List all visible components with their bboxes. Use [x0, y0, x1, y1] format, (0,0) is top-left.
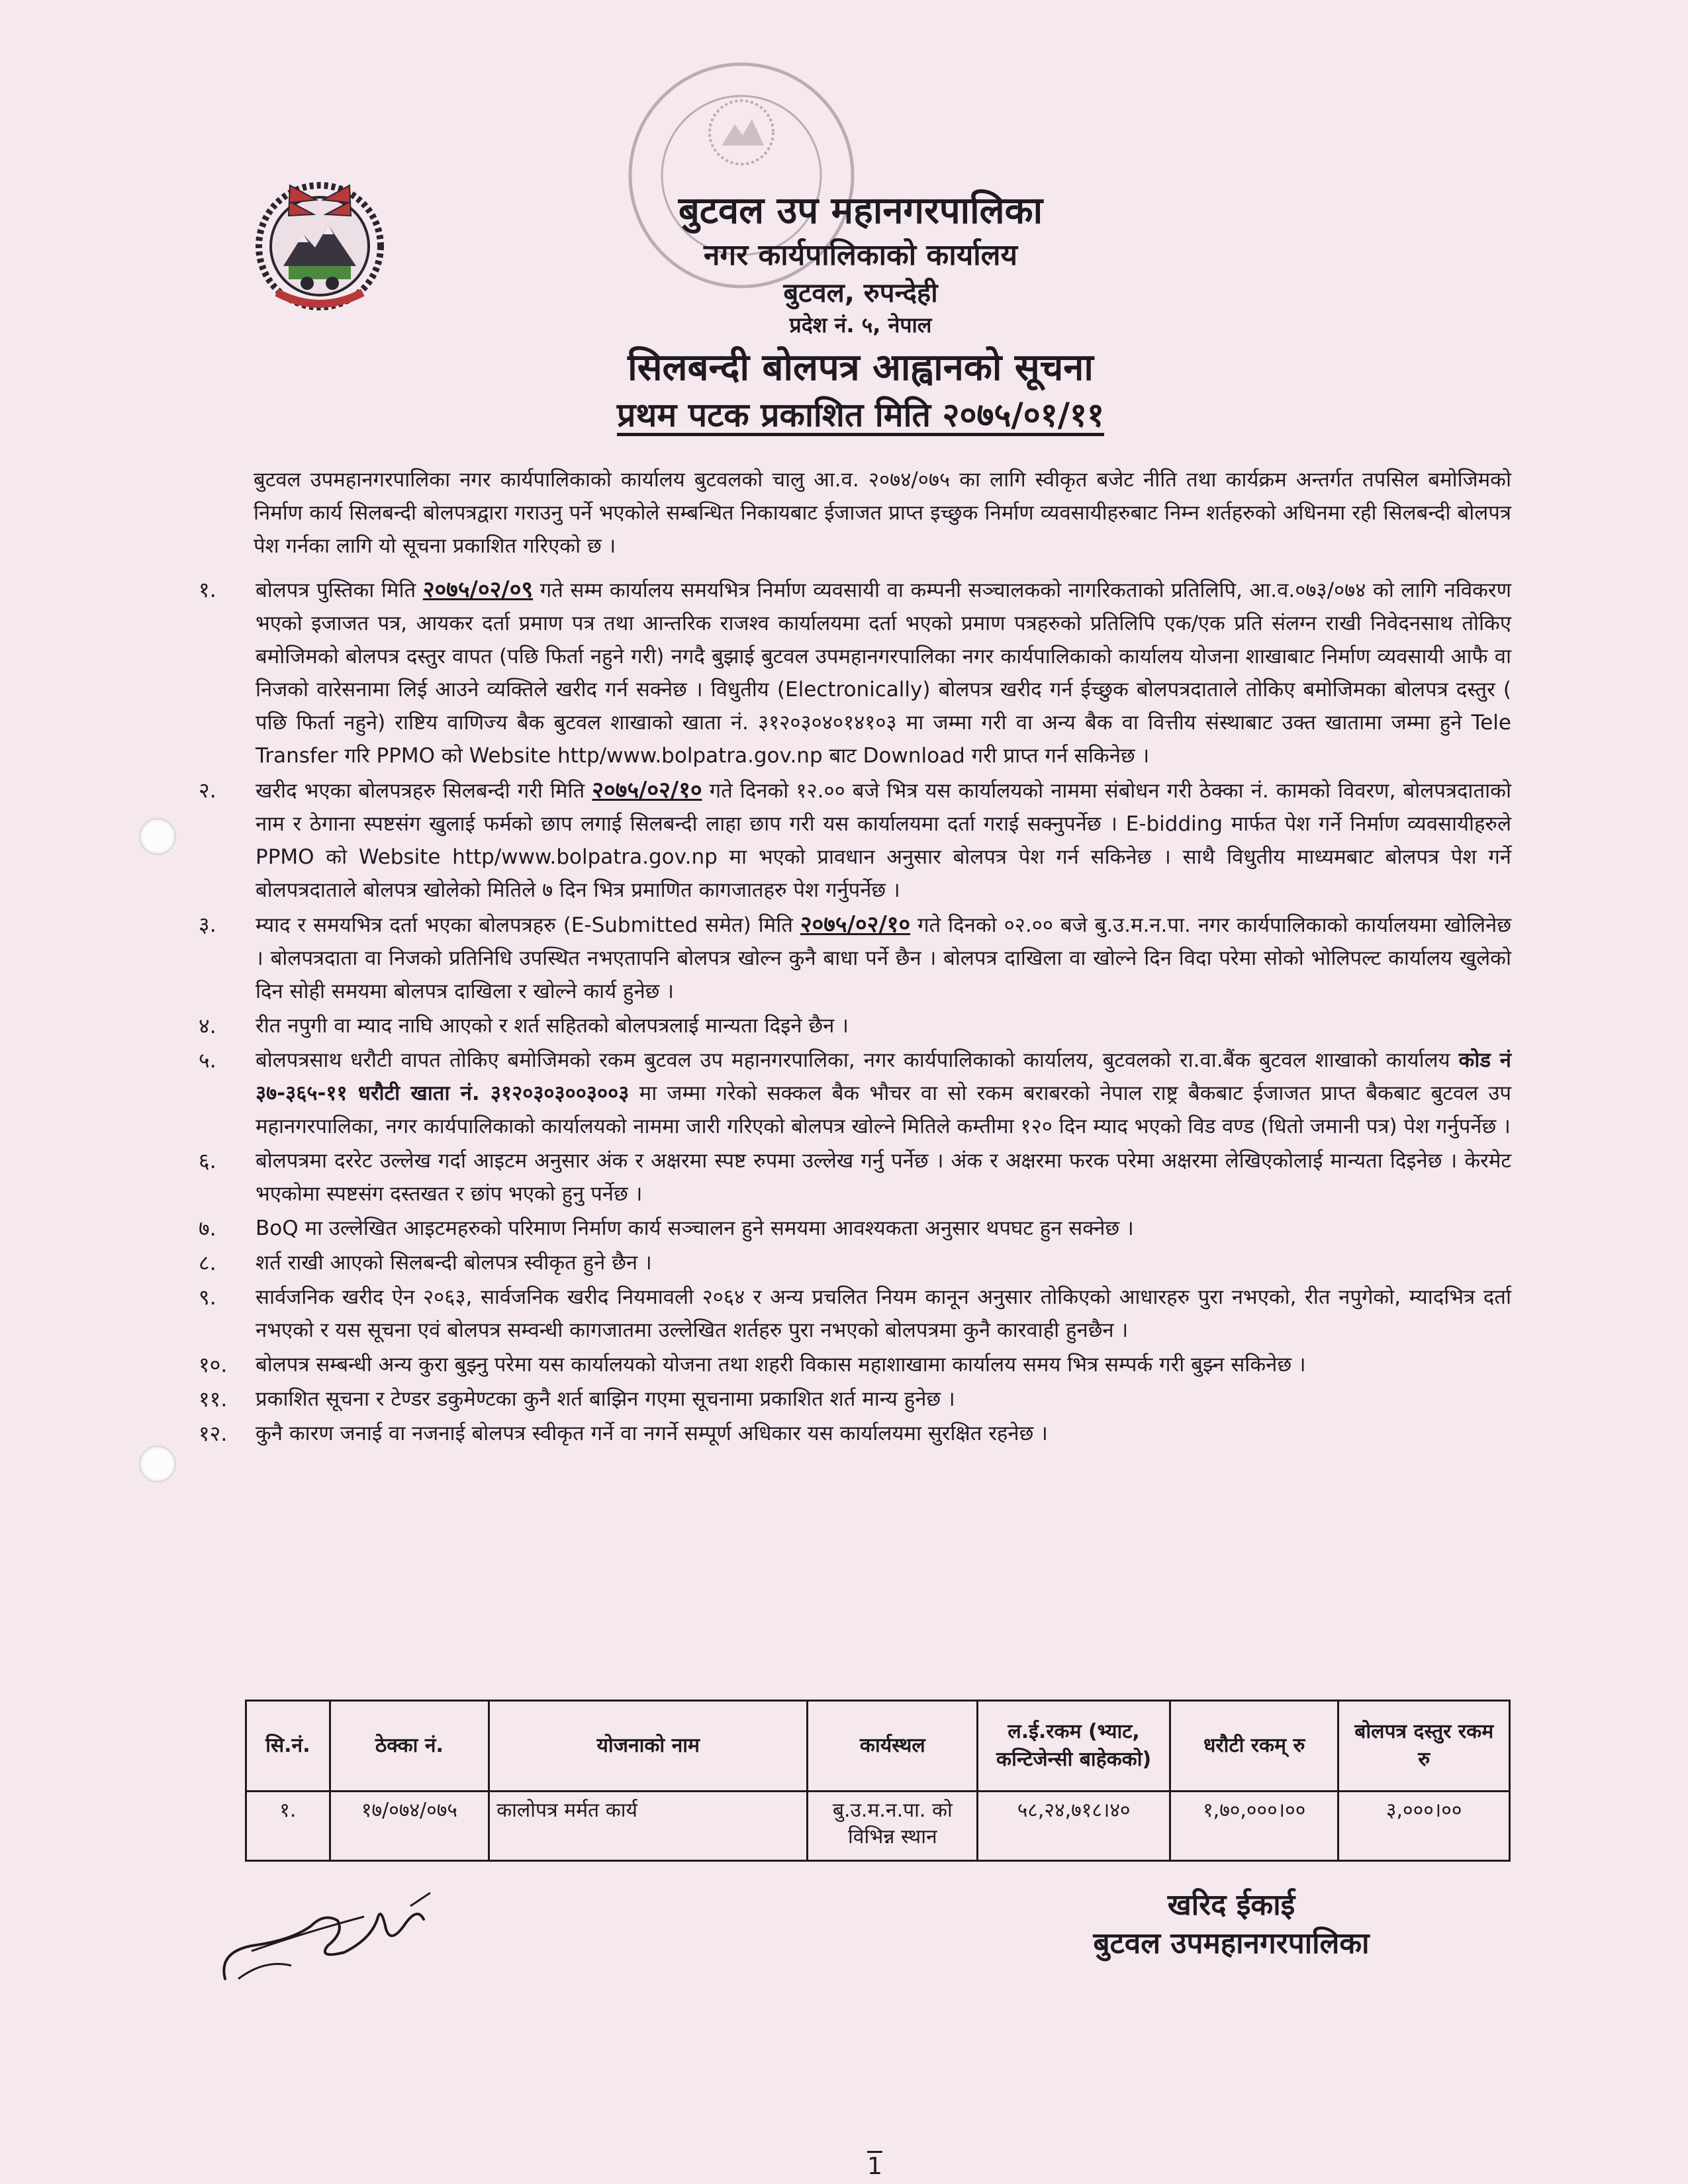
condition-text: BoQ मा उल्लेखित आइटमहरुको परिमाण निर्माण कार्य सञ्चालन हुने समयमा आवश्यकता अनुसार थपघट हुन सक्नेछ । — [256, 1216, 1134, 1240]
condition-text: कुनै कारण जनाई वा नजनाई बोलपत्र स्वीकृत गर्ने वा नगर्ने सम्पूर्ण अधिकार यस कार्यालयमा सुरक्षित रहनेछ । — [256, 1422, 1048, 1445]
cell-project-name: कालोपत्र मर्मत कार्य — [489, 1792, 808, 1861]
cell-contract-no: १७/०७४/०७५ — [330, 1792, 489, 1861]
condition-number: ११. — [199, 1387, 228, 1412]
condition-item — [199, 1044, 1511, 1143]
condition-number: ९. — [199, 1285, 216, 1310]
condition-item — [199, 1281, 1511, 1347]
condition-text: शर्त राखी आएको सिलबन्दी बोलपत्र स्वीकृत हुने छैन । — [256, 1251, 652, 1275]
condition-number: ५. — [199, 1048, 216, 1073]
condition-number: ८. — [199, 1250, 216, 1275]
signatory-org: बुटवल उपमहानगरपालिका — [1093, 1927, 1370, 1960]
condition-text: बोलपत्रसाथ धरौटी वापत तोकिए बमोजिमको रकम बुटवल उप महानगरपालिका, नगर कार्यपालिकाको कार्यालय, बुटवलको रा.वा.बैंक बुटवल शाखाको कार्यालय कोड नं ३७-३६५-११ धरौटी खाता नं. ३१२०३०३००३००३ मा जम्मा गरेको सक्कल बैक भौचर वा सो रकम बराबरको नेपाल राष्ट्र बैकबाट ईजाजत प्राप्त बैकबाट बुटवल उप महानगरपालिका, नगर कार्यपालिकाको कार्यालयको नाममा जारी गरिएको बोलपत्र खोल्ने मितिले कम्तीमा १२० दिन म्याद भएको विड वण्ड (धितो जमानी पत्र) पेश गर्नुपर्नेछ । — [256, 1048, 1512, 1138]
punch-hole — [139, 818, 176, 855]
condition-item — [199, 1009, 1511, 1042]
deposit-account: कोड नं ३७-३६५-११ धरौटी खाता नं. ३१२०३०३००३००३ — [256, 1048, 1512, 1105]
col-estimate: ल.ई.रकम (भ्याट, कन्टिजेन्सी बाहेकको) — [978, 1701, 1170, 1792]
condition-text: बोलपत्र पुस्तिका मिति २०७५/०२/०९ गते सम्म कार्यालय समयभित्र निर्माण व्यवसायी वा कम्पनी सञ्चालकको नागरिकताको प्रतिलिपि, आ.व.०७३/०७४ को लागि नविकरण भएको इजाजत पत्र, आयकर दर्ता प्रमाण पत्र तथा आन्तरिक राजश्व कार्यालयमा दर्ता भएको प्रमाण पत्रहरुको प्रतिलिपि एक/एक प्रति संलग्न राखी निवेदनसाथ तोकिए बमोजिमको बोलपत्र दस्तुर वापत (पछि फिर्ता नहुने गरी) नगदै बुझाई बुटवल उपमहानगरपालिका नगर कार्यपालिकाको कार्यालय योजना शाखाबाट निर्माण व्यवसायी आफै वा निजको वारेसनामा लिई आउने व्यक्तिले खरीद गर्न सक्नेछ । विधुतीय (Electronically) बोलपत्र खरीद गर्न ईच्छुक बोलपत्रदाताले तोकिए बमोजिमका बोलपत्र दस्तुर ( पछि फिर्ता नहुने) राष्टिय वाणिज्य बैक बुटवल शाखाको खाता नं. ३१२०३०४०१४१०३ मा जम्मा गरी वा अन्य बैक वा वित्तीय संस्थाबाट उक्त खातामा जम्मा हुने Tele Transfer गरि PPMO को Website http/www.bolpatra.gov.np बाट Download गरी प्राप्त गर्न सकिनेछ । — [256, 576, 1511, 768]
col-site: कार्यस्थल — [808, 1701, 978, 1792]
condition-text: बोलपत्रमा दररेट उल्लेख गर्दा आइटम अनुसार अंक र अक्षरमा स्पष्ट रुपमा उल्लेख गर्नु पर्नेछ । अंक र अक्षरमा फरक परेमा अक्षरमा लेखिएकोलाई मान्यता दिइनेछ । केरमेट भएकोमा स्पष्टसंग दस्तखत र छांप भएको हुनु पर्नेछ । — [256, 1149, 1511, 1206]
condition-item — [199, 1212, 1511, 1245]
office-location: बुटवल, रुपन्देही — [783, 278, 938, 308]
condition-number: ४. — [199, 1013, 216, 1038]
condition-number: ६. — [199, 1148, 216, 1173]
procurement-unit: खरिद ईकाई — [1167, 1888, 1295, 1922]
table-row — [246, 1792, 1510, 1861]
col-contract-no: ठेक्का नं. — [330, 1701, 489, 1792]
condition-item — [199, 1383, 1511, 1416]
cell-fee: ३,०००।०० — [1338, 1792, 1510, 1861]
col-project-name: योजनाको नाम — [489, 1701, 808, 1792]
deadline-date: २०७५/०२/०९ — [422, 576, 534, 603]
province-line: प्रदेश नं. ५, नेपाल — [789, 312, 932, 338]
intro-paragraph: बुटवल उपमहानगरपालिका नगर कार्यपालिकाको कार्यालय बुटवलको चालु आ.व. २०७४/०७५ का लागि स्वीकृत बजेट नीति तथा कार्यक्रम अन्तर्गत तपसिल बमोजिमको निर्माण कार्य सिलबन्दी बोलपत्रद्वारा गराउनु पर्ने भएकोले सम्बन्धित निकायबाट ईजाजत प्राप्त इच्छुक निर्माण व्यवसायीहरुबाट निम्न शर्तहरुको अधिनमा रही सिलबन्दी बोलपत्र पेश गर्नका लागि यो सूचना प्रकाशित गरिएको छ । — [254, 468, 1511, 558]
condition-number: १. — [199, 577, 216, 602]
submission-date: २०७५/०२/१० — [592, 777, 702, 803]
cell-estimate: ५८,२४,७१८।४० — [978, 1792, 1170, 1861]
condition-number: ३. — [199, 912, 216, 937]
col-serial: सि.नं. — [246, 1701, 330, 1792]
condition-text: सार्वजनिक खरीद ऐन २०६३, सार्वजनिक खरीद नियमावली २०६४ र अन्य प्रचलित नियम कानून अनुसार तोकिएको आधारहरु पुरा नभएको, रीत नपुगेको, म्यादभित्र दर्ता नभएको र यस सूचना एवं बोलपत्र सम्वन्धी कागजातमा उल्लेखित शर्तहरु पुरा नभएको बोलपत्रमा कुनै कारवाही हुनछैन । — [256, 1285, 1511, 1342]
condition-number: ७. — [199, 1216, 216, 1241]
page-number: 1 — [867, 2153, 882, 2180]
notice-title: सिलबन्दी बोलपत्र आह्वानको सूचना — [628, 346, 1094, 389]
condition-text: खरीद भएका बोलपत्रहरु सिलबन्दी गरी मिति २०७५/०२/१० गते दिनको १२.०० बजे भित्र यस कार्यालयको नाममा संबोधन गरी ठेक्का नं. कामको विवरण, बोलपत्रदाताको नाम र ठेगाना स्पष्टसंग खुलाई फर्मको छाप लगाई सिलबन्दी लाहा छाप गरी यस कार्यालयमा दर्ता गराई सक्नुपर्नेछ । E-bidding मार्फत पेश गर्ने निर्माण व्यवसायीहरुले PPMO को Website http/www.bolpatra.gov.np मा भएको प्रावधान अनुसार बोलपत्र पेश गर्न सकिनेछ । साथै विधुतीय माध्यमबाट बोलपत्र पेश गर्ने बोलपत्रदाताले बोलपत्र खोलेको मितिले ७ दिन भित्र प्रमाणित कागजातहरु पेश गर्नुपर्नेछ । — [256, 777, 1511, 902]
notice-header — [503, 187, 1218, 437]
condition-text: म्याद र समयभित्र दर्ता भएका बोलपत्रहरु (E-Submitted समेत) मिति २०७५/०२/१० गते दिनको ०२.०० बजे बु.उ.म.न.पा. नगर कार्यपालिकाको कार्यालयमा खोलिनेछ । बोलपत्रदाता वा निजको प्रतिनिधि उपस्थित नभएतापनि बोलपत्र खोल्न कुनै बाधा पर्ने छैन । बोलपत्र दाखिला वा खोल्ने दिन विदा परेमा सोको भोलिपल्ट कार्यालय खुलेको दिन सोही समयमा बोलपत्र दाखिला र खोल्ने कार्य हुनेछ । — [256, 911, 1511, 1003]
condition-text: बोलपत्र सम्बन्धी अन्य कुरा बुझ्नु परेमा यस कार्यालयको योजना तथा शहरी विकास महाशाखामा कार्यालय समय भित्र सम्पर्क गरी बुझ्न सकिनेछ । — [256, 1353, 1306, 1377]
punch-hole — [139, 1445, 176, 1482]
condition-item — [199, 774, 1511, 907]
condition-number: १२. — [199, 1421, 228, 1446]
signature-block — [1019, 1886, 1443, 1963]
office-name: नगर कार्यपालिकाको कार्यालय — [704, 238, 1017, 272]
condition-item — [199, 1348, 1511, 1381]
table-header-row — [246, 1701, 1510, 1792]
nepal-emblem-icon — [250, 173, 389, 315]
condition-number: १०. — [199, 1352, 228, 1377]
col-fee: बोलपत्र दस्तुर रकम रु — [1338, 1701, 1510, 1792]
conditions-list — [199, 573, 1511, 1451]
condition-item — [199, 1417, 1511, 1450]
condition-text: प्रकाशित सूचना र टेण्डर डकुमेण्टका कुनै शर्त बाझिन गएमा सूचनामा प्रकाशित शर्त मान्य हुनेछ । — [256, 1387, 955, 1411]
condition-item — [199, 908, 1511, 1008]
cell-deposit: १,७०,०००।०० — [1170, 1792, 1338, 1861]
tender-table — [245, 1700, 1511, 1862]
condition-item — [199, 1144, 1511, 1210]
col-deposit: धरौटी रकम् रु — [1170, 1701, 1338, 1792]
handwritten-signature — [212, 1880, 444, 1999]
org-name: बुटवल उप महानगरपालिका — [678, 189, 1043, 232]
condition-number: २. — [199, 778, 216, 803]
publish-date-line: प्रथम पटक प्रकाशित मिति २०७५/०१/११ — [616, 396, 1104, 434]
condition-item — [199, 573, 1511, 772]
condition-text: रीत नपुगी वा म्याद नाघि आएको र शर्त सहितको बोलपत्रलाई मान्यता दिइने छैन । — [256, 1014, 849, 1038]
cell-serial: १. — [246, 1792, 330, 1861]
condition-item — [199, 1246, 1511, 1279]
cell-site: बु.उ.म.न.पा. को विभिन्न स्थान — [808, 1792, 978, 1861]
opening-date: २०७५/०२/१० — [800, 911, 911, 938]
